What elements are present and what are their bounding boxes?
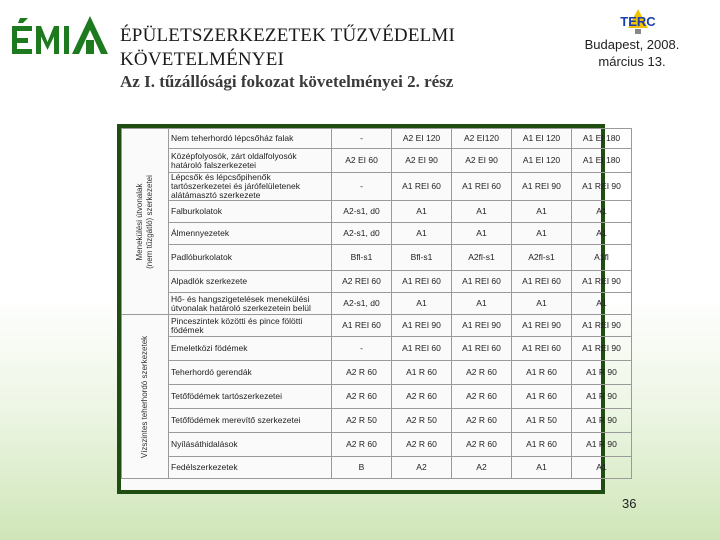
table-cell: A1 [452,293,512,315]
table-cell: A1 [572,293,632,315]
table-cell: A1 [392,293,452,315]
table-cell: A1 R 60 [512,361,572,385]
table-row [122,433,632,457]
table-cell: A2 R 50 [392,409,452,433]
table-row [122,337,632,361]
table-cell: A1 REI 90 [572,173,632,201]
date-line-2: március 13. [598,54,666,69]
table-cell: A1 R 60 [512,385,572,409]
table-cell: A1 [512,201,572,223]
table-cell: A1 [572,223,632,245]
table-cell: A2 R 60 [452,361,512,385]
table-cell: A1 [572,457,632,479]
terc-logo-text: TERC [620,14,656,29]
table-cell: Bfl-s1 [332,245,392,271]
table-row [122,271,632,293]
table-cell: A1 REI 90 [392,315,452,337]
page-subtitle: Az I. tűzállósági fokozat követelményei 2. rész [120,72,454,91]
table-cell: A2 EI 90 [452,149,512,173]
table-cell: A2 EI 60 [332,149,392,173]
table-row [122,457,632,479]
page-number: 36 [622,496,637,511]
table-row [122,361,632,385]
table-cell: A1 EI 180 [572,149,632,173]
table-cell: A2 R 60 [452,433,512,457]
table-cell: A1 REI 60 [512,337,572,361]
row-label: Nyílásáthidalások [169,433,332,457]
table-row [122,149,632,173]
table-cell: A1 EI 180 [572,129,632,149]
group1-vertical-label [135,175,155,269]
table-cell: A1 [392,223,452,245]
row-label: Falburkolatok [169,201,332,223]
requirements-table-container [121,128,621,490]
table-cell: A1 REI 60 [452,337,512,361]
table-cell: A2-s1, d0 [332,223,392,245]
table-cell: A1 [512,457,572,479]
table-cell: A1 REI 60 [452,271,512,293]
table-cell: A2fl-s1 [512,245,572,271]
row-label: Lépcsők és lépcsőpihenők tartószerkezetei és járófelületenek alátámasztó szerkezete [169,173,332,201]
table-cell: A2 R 60 [452,409,512,433]
table-cell: A1 REI 60 [392,337,452,361]
row-label: Padlóburkolatok [169,245,332,271]
table-cell: A1 REI 90 [452,315,512,337]
table-cell: A1 REI 90 [572,315,632,337]
group2-vertical-label: Vízszintes teherhordó szerkezetek [140,335,149,458]
table-cell: A1 REI 60 [392,271,452,293]
table-cell: A2-s1, d0 [332,293,392,315]
row-label: Középfolyosók, zárt oldalfolyosók határoló falszerkezetei [169,149,332,173]
table-cell: A1 REI 60 [332,315,392,337]
group-label-escape-routes [122,129,169,315]
table-row [122,223,632,245]
table-cell: - [332,129,392,149]
table-cell: A1 [452,201,512,223]
table-cell: A2 R 60 [392,433,452,457]
table-cell: B [332,457,392,479]
terc-logo-icon [612,8,664,36]
table-cell: A1 EI 120 [512,129,572,149]
table-cell: - [332,173,392,201]
table-cell: A1 [512,223,572,245]
table-cell: A2 EI120 [452,129,512,149]
table-row [122,245,632,271]
table-row [122,385,632,409]
table-cell: A1 R 90 [572,409,632,433]
row-label: Teherhordó gerendák [169,361,332,385]
table-cell: A1 [392,201,452,223]
table-cell: A1fl [572,245,632,271]
table-cell: A1 R 90 [572,385,632,409]
table-cell: A2 EI 90 [392,149,452,173]
page-title: ÉPÜLETSZERKEZETEK TŰZVÉDELMI KÖVETELMÉNYEI [120,25,456,70]
table-row [122,293,632,315]
table-cell: A2fl-s1 [452,245,512,271]
row-label: Álmennyezetek [169,223,332,245]
requirements-table [121,128,632,479]
table-row [122,129,632,149]
table-cell: A1 [572,201,632,223]
table-cell: A2 R 60 [452,385,512,409]
row-label: Fedélszerkezetek [169,457,332,479]
date-label [572,36,692,70]
date-line-1: Budapest, 2008. [584,37,680,52]
table-cell: Bfl-s1 [392,245,452,271]
table-cell: - [332,337,392,361]
table-cell: A2 R 60 [392,385,452,409]
group-label-horizontal-structures [122,315,169,479]
emi-logo-icon [10,12,110,58]
table-cell: A2 [452,457,512,479]
table-cell: A2 REI 60 [332,271,392,293]
table-cell: A1 REI 60 [512,271,572,293]
table-cell: A1 REI 90 [512,315,572,337]
table-cell: A1 R 50 [512,409,572,433]
table-cell: A2 [392,457,452,479]
row-label: Tetőfödémek merevítő szerkezetei [169,409,332,433]
table-cell: A1 EI 120 [512,149,572,173]
requirements-table-frame [117,124,621,494]
table-cell: A1 R 90 [572,433,632,457]
table-cell: A1 REI 90 [512,173,572,201]
table-cell: A1 [512,293,572,315]
group1-label-line2: (nem tűzgátló) szerkezetei [145,174,154,269]
table-cell: A2 R 60 [332,433,392,457]
table-cell: A1 [452,223,512,245]
table-row [122,315,632,337]
table-cell: A1 R 60 [512,433,572,457]
table-cell: A1 R 90 [572,361,632,385]
row-label: Nem teherhordó lépcsőház falak [169,129,332,149]
table-row [122,173,632,201]
table-cell: A2 R 60 [332,361,392,385]
table-cell: A1 REI 60 [452,173,512,201]
group1-label-line1: Menekülési útvonalak [135,183,144,260]
table-cell: A2 R 50 [332,409,392,433]
row-label: Pinceszintek közötti és pince fölötti födémek [169,315,332,337]
table-cell: A1 REI 90 [572,271,632,293]
table-row [122,409,632,433]
table-cell: A2 R 60 [332,385,392,409]
row-label: Alpadlók szerkezete [169,271,332,293]
table-cell: A1 REI 90 [572,337,632,361]
row-label: Hő- és hangszigetelések menekülési útvonalak határoló szerkezetein belül [169,293,332,315]
table-cell: A2 EI 120 [392,129,452,149]
table-row [122,201,632,223]
table-cell: A1 R 60 [392,361,452,385]
table-cell: A1 REI 60 [392,173,452,201]
table-cell: A2-s1, d0 [332,201,392,223]
row-label: Emeletközi födémek [169,337,332,361]
row-label: Tetőfödémek tartószerkezetei [169,385,332,409]
